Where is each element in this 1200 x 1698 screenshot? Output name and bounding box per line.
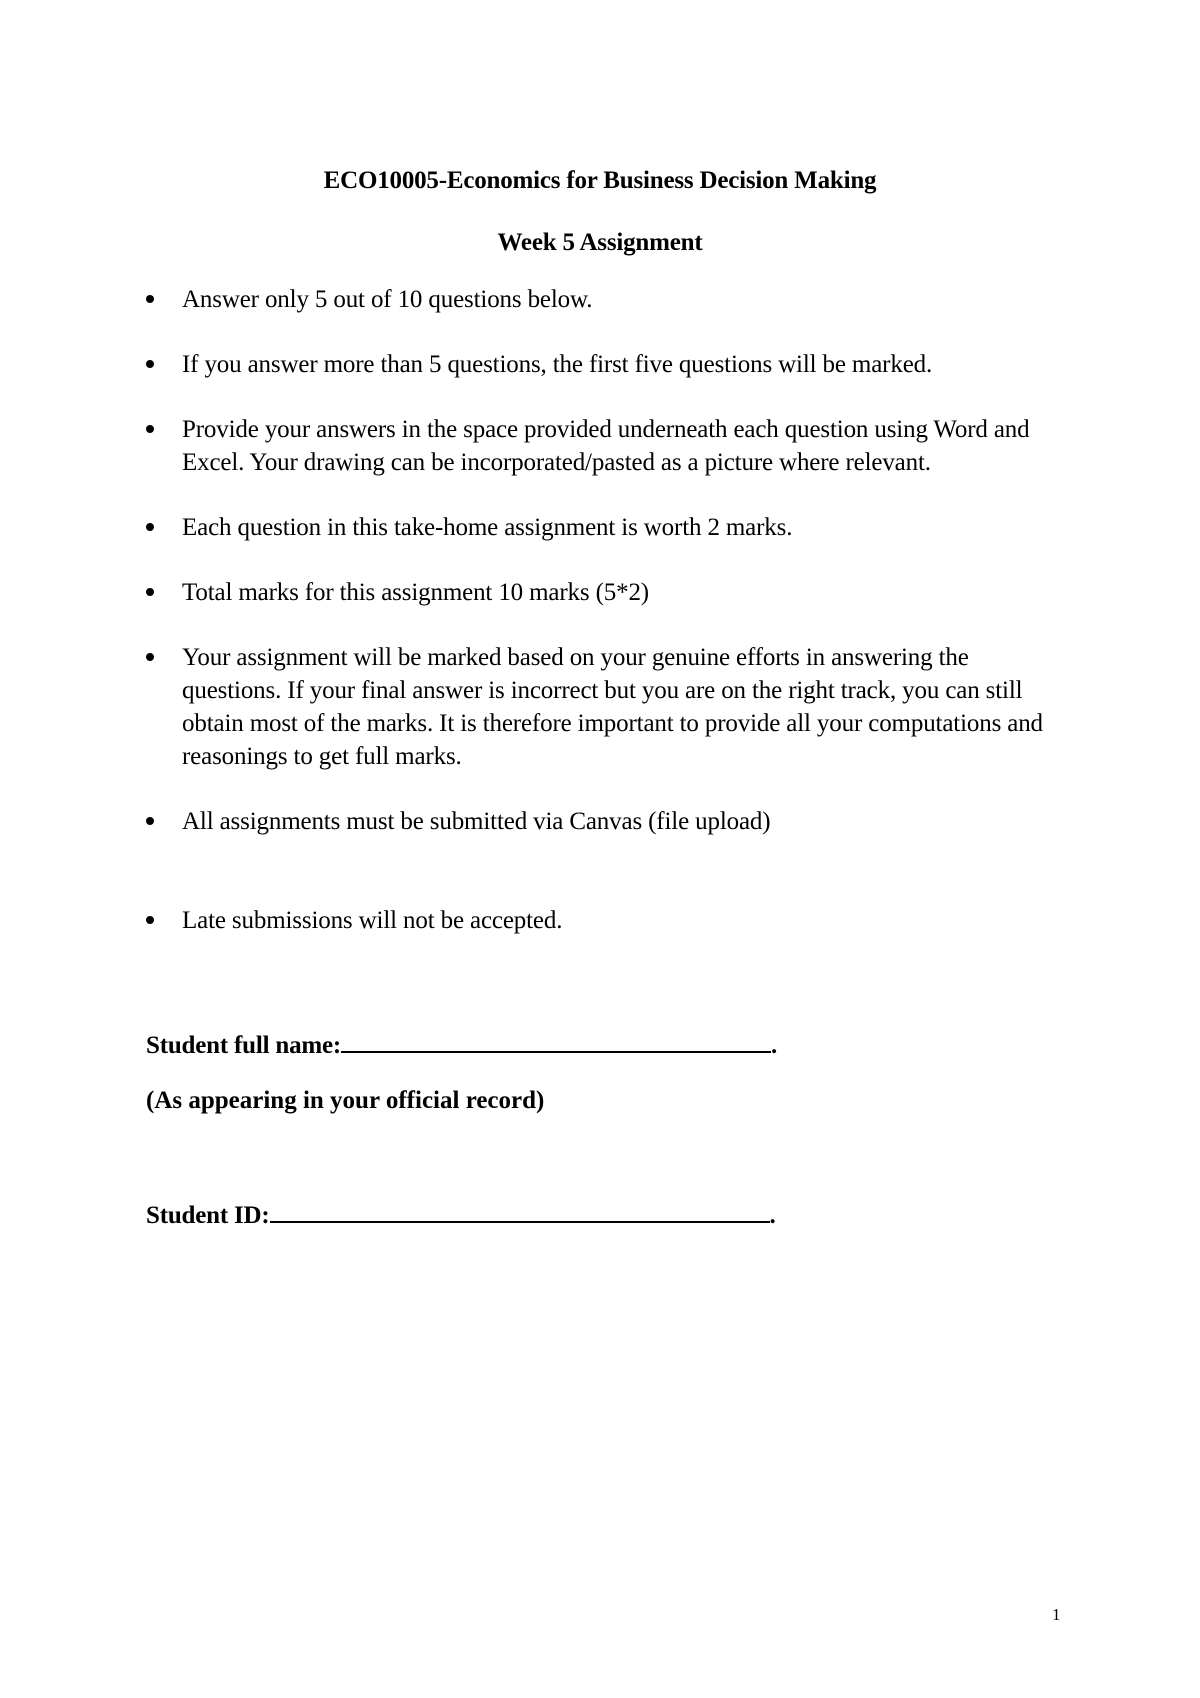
student-id-field[interactable]	[270, 1201, 770, 1223]
document-title: ECO10005-Economics for Business Decision Making	[323, 167, 877, 194]
student-name-terminator: .	[771, 1032, 778, 1059]
instruction-text: Your assignment will be marked based on your genuine efforts in answering the questions. If your final answer is incorrect but you are on the right track, you can still obtain most of the marks. It is therefore important to provide all your computations and reasonings to get full marks.	[182, 644, 1043, 770]
bullet-icon	[146, 360, 154, 368]
instruction-text: All assignments must be submitted via Canvas (file upload)	[182, 808, 771, 835]
instruction-text: Total marks for this assignment 10 marks (5*2)	[182, 579, 649, 606]
instruction-item	[146, 576, 1066, 609]
page-number: 1	[1052, 1605, 1061, 1624]
instructions-list	[146, 283, 1066, 969]
instruction-item	[146, 904, 1066, 937]
student-id-label: Student ID:	[146, 1202, 270, 1229]
student-id-terminator: .	[769, 1202, 776, 1229]
instruction-item	[146, 805, 1066, 838]
instruction-text: Provide your answers in the space provided underneath each question using Word and Excel. Your drawing can be incorporated/pasted as a picture where relevant.	[182, 416, 1030, 476]
instruction-item	[146, 413, 1066, 479]
record-note: (As appearing in your official record)	[146, 1087, 545, 1114]
bullet-icon	[146, 588, 154, 596]
instruction-text: Each question in this take-home assignment is worth 2 marks.	[182, 514, 793, 541]
instruction-text: Answer only 5 out of 10 questions below.	[182, 286, 593, 313]
bullet-icon	[146, 425, 154, 433]
bullet-icon	[146, 916, 154, 924]
bullet-icon	[146, 817, 154, 825]
student-id-row	[146, 1201, 776, 1230]
instruction-text: Late submissions will not be accepted.	[182, 907, 563, 934]
student-name-label: Student full name:	[146, 1032, 342, 1059]
instruction-item	[146, 641, 1066, 773]
instruction-item	[146, 283, 1066, 316]
bullet-icon	[146, 523, 154, 531]
bullet-icon	[146, 295, 154, 303]
student-name-field[interactable]	[341, 1031, 771, 1053]
instruction-text: If you answer more than 5 questions, the first five questions will be marked.	[182, 351, 933, 378]
instruction-item	[146, 348, 1066, 381]
bullet-icon	[146, 653, 154, 661]
student-name-row	[146, 1031, 777, 1060]
document-subtitle: Week 5 Assignment	[497, 229, 703, 256]
instruction-item	[146, 511, 1066, 544]
